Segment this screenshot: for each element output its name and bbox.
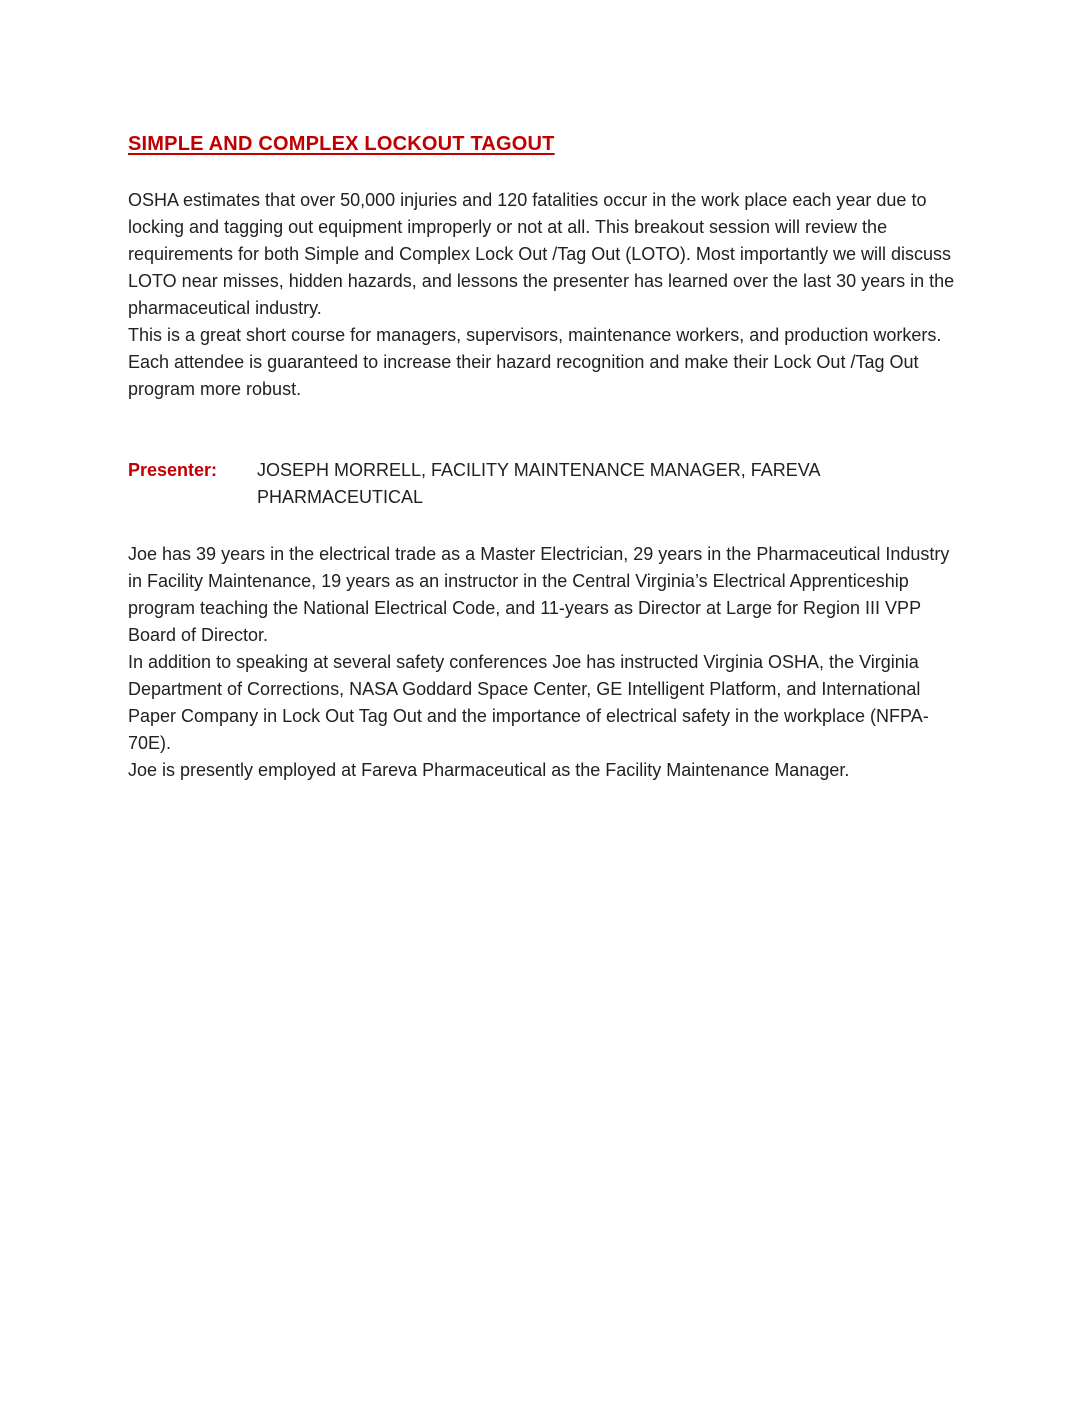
bio-paragraph-1: Joe has 39 years in the electrical trade as a Master Electrician, 29 years in the Pharmaceutical Industry in Facility Maintenance, 19 years as an instructor in the Central Virginia’s Electrical Apprenticeship program teaching the National Electrical Code, and 11-years as Director at Large for Region III VPP Board of Director. — [128, 544, 950, 645]
intro-paragraph-2: This is a great short course for managers, supervisors, maintenance workers, and production workers. Each attendee is guaranteed to increase their hazard recognition and make their Lock Out /Tag Out program more robust. — [128, 325, 942, 399]
bio-paragraph-3: Joe is presently employed at Fareva Pharmaceutical as the Facility Maintenance Manager. — [128, 760, 850, 780]
intro-section — [128, 187, 960, 403]
presenter-row — [128, 457, 960, 511]
intro-paragraph-1: OSHA estimates that over 50,000 injuries and 120 fatalities occur in the work place each year due to locking and tagging out equipment improperly or not at all. This breakout session will review the requirements for both Simple and Complex Lock Out /Tag Out (LOTO). Most importantly we will discuss LOTO near misses, hidden hazards, and lessons the presenter has learned over the last 30 years in the pharmaceutical industry. — [128, 190, 955, 318]
presenter-name: JOSEPH MORRELL, FACILITY MAINTENANCE MANAGER, FAREVA PHARMACEUTICAL — [257, 460, 820, 507]
presenter-label: Presenter: — [128, 460, 218, 480]
bio-paragraph-2: In addition to speaking at several safety conferences Joe has instructed Virginia OSHA, the Virginia Department of Corrections, NASA Goddard Space Center, GE Intelligent Platform, and International Paper Company in Lock Out Tag Out and the importance of electrical safety in the workplace (NFPA-70E). — [128, 652, 929, 753]
page-title: SIMPLE AND COMPLEX LOCKOUT TAGOUT — [128, 133, 555, 155]
